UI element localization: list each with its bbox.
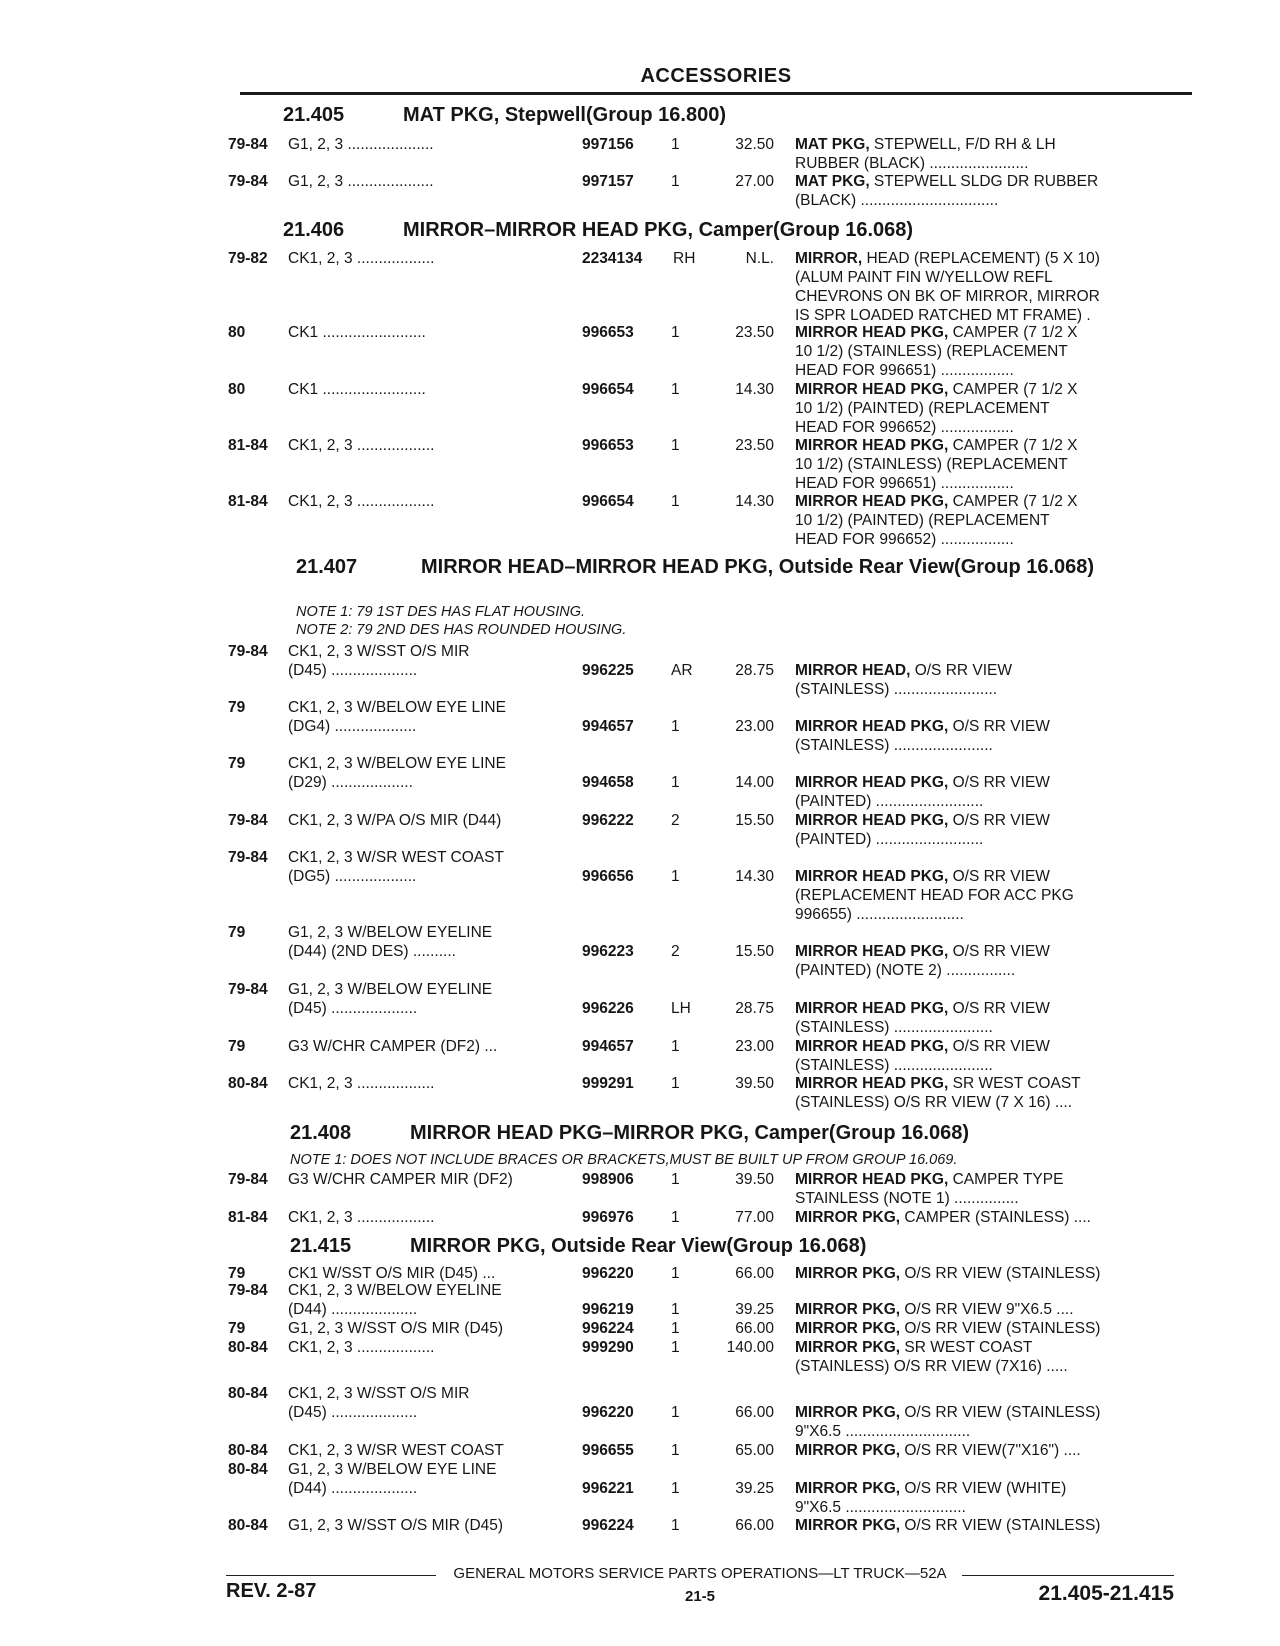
description-keyword: MIRROR HEAD PKG, [795, 1038, 949, 1055]
description-text: CAMPER (7 1/2 X 10 1/2) (STAINLESS) (REPLACEMENT HEAD FOR 996651) ................. [795, 437, 1078, 492]
section-title: MIRROR PKG, Outside Rear View(Group 16.068) [410, 1235, 867, 1257]
price: N.L. [745, 250, 774, 267]
description-keyword: MIRROR PKG, [795, 1209, 901, 1226]
application: CK1, 2, 3 W/PA O/S MIR (D44) [288, 812, 502, 829]
part-number: 994657 [582, 1038, 634, 1055]
description [795, 1074, 1157, 1112]
description-text: CAMPER (7 1/2 X 10 1/2) (PAINTED) (REPLACEMENT HEAD FOR 996652) ................. [795, 493, 1078, 548]
year-range: 79 [228, 924, 246, 941]
section-number: 21.408 [290, 1122, 352, 1144]
description-text: CAMPER (7 1/2 X 10 1/2) (PAINTED) (REPLACEMENT HEAD FOR 996652) ................. [795, 381, 1078, 436]
price: 39.25 [735, 1301, 774, 1318]
description [795, 717, 1157, 755]
part-number: 998906 [582, 1171, 634, 1188]
description-keyword: MAT PKG, [795, 173, 870, 190]
quantity: 1 [671, 173, 680, 190]
description-keyword: MIRROR HEAD PKG, [795, 868, 949, 885]
description-keyword: MIRROR HEAD PKG, [795, 774, 949, 791]
application: CK1, 2, 3 W/BELOW EYE LINE (DG4) ................... [288, 699, 506, 735]
section-title: MIRROR–MIRROR HEAD PKG, Camper(Group 16.068) [403, 219, 914, 241]
description [795, 380, 1157, 437]
year-range: 80-84 [228, 1517, 268, 1534]
description-text: O/S RR VIEW (STAINLESS) [900, 1320, 1101, 1337]
quantity: 1 [671, 381, 680, 398]
quantity: 1 [671, 1404, 680, 1421]
quantity: 1 [671, 718, 680, 735]
quantity: RH [673, 250, 696, 267]
year-range: 79-84 [228, 643, 268, 660]
section-heading [296, 558, 1116, 577]
description-text: O/S RR VIEW 9"X6.5 .... [900, 1301, 1074, 1318]
price: 28.75 [735, 1000, 774, 1017]
application: CK1, 2, 3 W/BELOW EYE LINE (D29) ................... [288, 755, 506, 791]
section-title: MAT PKG, Stepwell(Group 16.800) [403, 104, 727, 126]
description-text: O/S RR VIEW (STAINLESS) ....................... [795, 718, 1050, 754]
part-number: 996224 [582, 1320, 634, 1337]
year-range: 81-84 [228, 493, 268, 510]
price: 39.50 [735, 1171, 774, 1188]
section-number: 21.415 [290, 1235, 352, 1257]
application: G3 W/CHR CAMPER (DF2) ... [288, 1038, 498, 1055]
description-keyword: MIRROR PKG, [795, 1480, 901, 1497]
section-number: 21.406 [283, 219, 345, 241]
part-number: 996224 [582, 1517, 634, 1534]
quantity: 1 [671, 868, 680, 885]
section-note: NOTE 1: DOES NOT INCLUDE BRACES OR BRACKETS,MUST BE BUILT UP FROM GROUP 16.069. [290, 1152, 958, 1168]
year-range: 79-84 [228, 173, 268, 190]
price: 27.00 [735, 173, 774, 190]
description-keyword: MIRROR HEAD, [795, 662, 911, 679]
description-text: O/S RR VIEW (PAINTED) (NOTE 2) ................ [795, 943, 1050, 979]
quantity: 1 [671, 1301, 680, 1318]
application: G1, 2, 3 .................... [288, 136, 434, 153]
application: CK1, 2, 3 W/SST O/S MIR (D45) .................... [288, 643, 470, 679]
part-number: 996226 [582, 1000, 634, 1017]
year-range: 79 [228, 699, 246, 716]
quantity: 1 [671, 1442, 680, 1459]
quantity: 1 [671, 437, 680, 454]
description-keyword: MIRROR HEAD PKG, [795, 437, 949, 454]
description [795, 1441, 1157, 1460]
description-keyword: MIRROR HEAD PKG, [795, 1075, 949, 1092]
quantity: 1 [671, 1209, 680, 1226]
description-keyword: MIRROR PKG, [795, 1339, 901, 1356]
year-range: 80-84 [228, 1461, 268, 1478]
description-keyword: MAT PKG, [795, 136, 870, 153]
application: CK1, 2, 3 .................. [288, 1075, 435, 1092]
description-text: HEAD (REPLACEMENT) (5 X 10) (ALUM PAINT FIN W/YELLOW REFL CHEVRONS ON BK OF MIRROR, MIRROR IS SPR LOADED RATCHED MT FRAME) . [795, 250, 1100, 324]
price: 23.00 [735, 718, 774, 735]
description [795, 1516, 1157, 1535]
part-number: 996223 [582, 943, 634, 960]
year-range: 80 [228, 324, 246, 341]
price: 14.30 [735, 381, 774, 398]
description [795, 1300, 1157, 1319]
year-range: 79-84 [228, 812, 268, 829]
quantity: 1 [671, 1480, 680, 1497]
application: CK1, 2, 3 W/SR WEST COAST [288, 1442, 504, 1459]
page-title: ACCESSORIES [640, 65, 792, 87]
part-number: 996220 [582, 1404, 634, 1421]
year-range: 79-84 [228, 1171, 268, 1188]
description [795, 942, 1157, 980]
quantity: 1 [671, 1075, 680, 1092]
application: CK1, 2, 3 W/SR WEST COAST (DG5) ................... [288, 849, 504, 885]
price: 15.50 [735, 943, 774, 960]
application: CK1, 2, 3 W/SST O/S MIR (D45) .................... [288, 1385, 470, 1421]
part-number: 996219 [582, 1301, 634, 1318]
description [795, 323, 1157, 380]
quantity: 1 [671, 136, 680, 153]
price: 77.00 [735, 1209, 774, 1226]
description-text: O/S RR VIEW (STAINLESS) ....................... [795, 1000, 1050, 1036]
section-title: MIRROR HEAD PKG–MIRROR PKG, Camper(Group 16.068) [410, 1122, 969, 1144]
year-range: 79-84 [228, 981, 268, 998]
description [795, 1264, 1157, 1283]
part-number: 997156 [582, 136, 634, 153]
part-number: 996220 [582, 1265, 634, 1282]
description [795, 1170, 1157, 1208]
price: 39.50 [735, 1075, 774, 1092]
quantity: 1 [671, 774, 680, 791]
section-range: 21.405-21.415 [1038, 1582, 1174, 1605]
year-range: 80 [228, 381, 246, 398]
quantity: 2 [671, 812, 680, 829]
year-range: 79-84 [228, 849, 268, 866]
description-text: O/S RR VIEW (STAINLESS) [900, 1517, 1101, 1534]
description [795, 867, 1157, 924]
price: 66.00 [735, 1404, 774, 1421]
description [795, 1037, 1157, 1075]
price: 23.50 [735, 437, 774, 454]
description-keyword: MIRROR HEAD PKG, [795, 718, 949, 735]
quantity: 1 [671, 1320, 680, 1337]
section-note: NOTE 2: 79 2ND DES HAS ROUNDED HOUSING. [296, 622, 627, 638]
description [795, 1403, 1157, 1441]
part-number: 996654 [582, 493, 634, 510]
application: G1, 2, 3 W/SST O/S MIR (D45) [288, 1320, 504, 1337]
price: 66.00 [735, 1517, 774, 1534]
application: CK1, 2, 3 .................. [288, 437, 435, 454]
description-text: O/S RR VIEW (STAINLESS) ....................... [795, 1038, 1050, 1074]
section-note: NOTE 1: 79 1ST DES HAS FLAT HOUSING. [296, 604, 585, 620]
quantity: 1 [671, 493, 680, 510]
description-keyword: MIRROR HEAD PKG, [795, 1000, 949, 1017]
description-text: SR WEST COAST (STAINLESS) O/S RR VIEW (7X16) ..... [795, 1339, 1068, 1375]
part-number: 999290 [582, 1339, 634, 1356]
description [795, 135, 1157, 173]
description [795, 436, 1157, 493]
price: 14.30 [735, 493, 774, 510]
year-range: 79-82 [228, 250, 268, 267]
price: 32.50 [735, 136, 774, 153]
description-text: O/S RR VIEW (STAINLESS) 9"X6.5 ............................. [795, 1404, 1101, 1440]
description [795, 773, 1157, 811]
description-keyword: MIRROR HEAD PKG, [795, 324, 949, 341]
part-number: 994657 [582, 718, 634, 735]
description-keyword: MIRROR PKG, [795, 1301, 901, 1318]
application: CK1, 2, 3 .................. [288, 250, 435, 267]
part-number: 997157 [582, 173, 634, 190]
part-number: 994658 [582, 774, 634, 791]
section-number: 21.407 [296, 556, 358, 578]
title-rule [240, 92, 1192, 95]
price: 15.50 [735, 812, 774, 829]
part-number: 996222 [582, 812, 634, 829]
year-range: 79 [228, 1265, 246, 1282]
application: G1, 2, 3 W/BELOW EYELINE (D44) (2ND DES) .......... [288, 924, 493, 960]
price: 23.50 [735, 324, 774, 341]
description-keyword: MIRROR HEAD PKG, [795, 1171, 949, 1188]
description-text: O/S RR VIEW (STAINLESS) [900, 1265, 1101, 1282]
description-keyword: MIRROR PKG, [795, 1265, 901, 1282]
description [795, 999, 1157, 1037]
description-text: O/S RR VIEW (PAINTED) ......................... [795, 774, 1050, 810]
description [795, 492, 1157, 549]
quantity: 1 [671, 324, 680, 341]
price: 140.00 [726, 1339, 774, 1356]
price: 28.75 [735, 662, 774, 679]
description-keyword: MIRROR PKG, [795, 1517, 901, 1534]
year-range: 79-84 [228, 1282, 268, 1299]
application: CK1, 2, 3 .................. [288, 1209, 435, 1226]
quantity: 1 [671, 1339, 680, 1356]
quantity: 1 [671, 1038, 680, 1055]
description [795, 811, 1157, 849]
description-text: SR WEST COAST (STAINLESS) O/S RR VIEW (7 X 16) .... [795, 1075, 1081, 1111]
section-heading [283, 104, 726, 127]
part-number: 996225 [582, 662, 634, 679]
description-keyword: MIRROR HEAD PKG, [795, 493, 949, 510]
application: CK1 ........................ [288, 324, 426, 341]
footer-rule-right [962, 1575, 1174, 1576]
description-text: CAMPER (7 1/2 X 10 1/2) (STAINLESS) (REPLACEMENT HEAD FOR 996651) ................. [795, 324, 1078, 379]
description [795, 1338, 1157, 1376]
application: G1, 2, 3 W/SST O/S MIR (D45) [288, 1517, 504, 1534]
application: CK1, 2, 3 W/BELOW EYELINE (D44) .................... [288, 1282, 502, 1318]
year-range: 80-84 [228, 1385, 268, 1402]
description-text: O/S RR VIEW (REPLACEMENT HEAD FOR ACC PKG 996655) ......................... [795, 868, 1074, 923]
year-range: 81-84 [228, 1209, 268, 1226]
quantity: 1 [671, 1517, 680, 1534]
application: CK1, 2, 3 .................. [288, 1339, 435, 1356]
description-text: O/S RR VIEW (WHITE) 9"X6.5 ............................ [795, 1480, 1067, 1516]
description [795, 1208, 1157, 1227]
part-number: 996653 [582, 324, 634, 341]
application: G1, 2, 3 .................... [288, 173, 434, 190]
description-text: CAMPER TYPE STAINLESS (NOTE 1) ............... [795, 1171, 1064, 1207]
footer-publisher: GENERAL MOTORS SERVICE PARTS OPERATIONS—LT TRUCK—52A [453, 1565, 947, 1582]
application: CK1 ........................ [288, 381, 426, 398]
description [795, 661, 1157, 699]
description [795, 249, 1157, 325]
part-number: 2234134 [582, 250, 643, 267]
application: CK1, 2, 3 .................. [288, 493, 435, 510]
year-range: 80-84 [228, 1075, 268, 1092]
quantity: 1 [671, 1171, 680, 1188]
part-number: 996976 [582, 1209, 634, 1226]
description-keyword: MIRROR PKG, [795, 1442, 901, 1459]
part-number: 996656 [582, 868, 634, 885]
price: 65.00 [735, 1442, 774, 1459]
quantity: AR [671, 662, 693, 679]
page-number: 21-5 [684, 1588, 716, 1605]
year-range: 81-84 [228, 437, 268, 454]
description-text: O/S RR VIEW(7"X16") .... [900, 1442, 1081, 1459]
year-range: 80-84 [228, 1339, 268, 1356]
description [795, 172, 1157, 210]
quantity: LH [671, 1000, 691, 1017]
year-range: 79 [228, 1038, 246, 1055]
description-keyword: MIRROR HEAD PKG, [795, 943, 949, 960]
quantity: 2 [671, 943, 680, 960]
year-range: 79 [228, 755, 246, 772]
section-heading [290, 1235, 866, 1258]
part-number: 996654 [582, 381, 634, 398]
description-text: O/S RR VIEW (STAINLESS) ........................ [795, 662, 1013, 698]
price: 14.30 [735, 868, 774, 885]
description-keyword: MIRROR, [795, 250, 863, 267]
revision-date: REV. 2-87 [226, 1580, 317, 1602]
section-title: MIRROR HEAD–MIRROR HEAD PKG, Outside Rear View(Group 16.068) [421, 556, 1095, 578]
price: 14.00 [735, 774, 774, 791]
application: G1, 2, 3 W/BELOW EYE LINE (D44) .................... [288, 1461, 497, 1497]
application: CK1 W/SST O/S MIR (D45) ... [288, 1265, 496, 1282]
description [795, 1479, 1157, 1517]
price: 66.00 [735, 1265, 774, 1282]
description-keyword: MIRROR HEAD PKG, [795, 812, 949, 829]
price: 23.00 [735, 1038, 774, 1055]
price: 66.00 [735, 1320, 774, 1337]
description-keyword: MIRROR PKG, [795, 1404, 901, 1421]
price: 39.25 [735, 1480, 774, 1497]
year-range: 79-84 [228, 136, 268, 153]
description-text: STEPWELL SLDG DR RUBBER (BLACK) ................................ [795, 173, 1099, 209]
description-text: STEPWELL, F/D RH & LH RUBBER (BLACK) ....................... [795, 136, 1056, 172]
year-range: 79 [228, 1320, 246, 1337]
description [795, 1319, 1157, 1338]
section-heading [290, 1122, 969, 1145]
part-number: 996653 [582, 437, 634, 454]
application: G1, 2, 3 W/BELOW EYELINE (D45) .................... [288, 981, 493, 1017]
part-number: 996655 [582, 1442, 634, 1459]
description-keyword: MIRROR HEAD PKG, [795, 381, 949, 398]
application: G3 W/CHR CAMPER MIR (DF2) [288, 1171, 513, 1188]
description-keyword: MIRROR PKG, [795, 1320, 901, 1337]
section-number: 21.405 [283, 104, 345, 126]
year-range: 80-84 [228, 1442, 268, 1459]
description-text: CAMPER (STAINLESS) .... [900, 1209, 1091, 1226]
section-heading [283, 219, 913, 242]
description-text: O/S RR VIEW (PAINTED) ......................... [795, 812, 1050, 848]
part-number: 996221 [582, 1480, 634, 1497]
part-number: 999291 [582, 1075, 634, 1092]
quantity: 1 [671, 1265, 680, 1282]
